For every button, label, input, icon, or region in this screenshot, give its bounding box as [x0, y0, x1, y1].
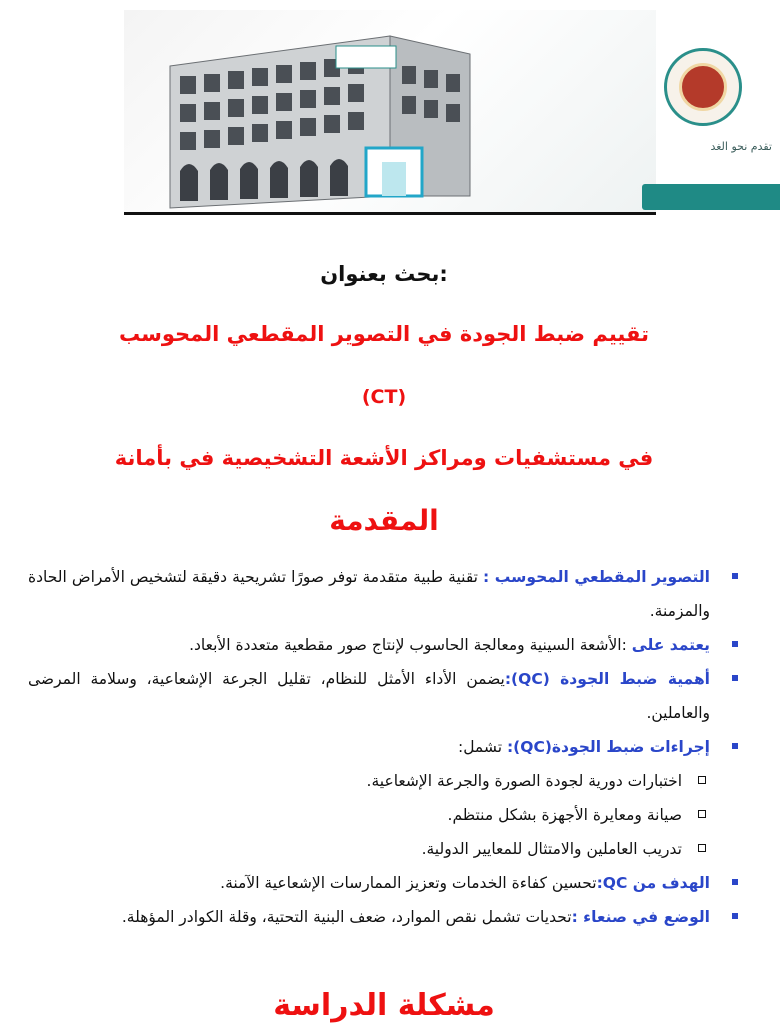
research-title-line1: تقييم ضبط الجودة في التصوير المقطعي المحوسب [118, 322, 650, 346]
list-item [28, 560, 740, 628]
university-banner [124, 10, 772, 214]
item-keyword: يعتمد على [631, 636, 710, 654]
item-keyword: الهدف من QC: [596, 874, 710, 892]
item-text: يضمن الأداء الأمثل للنظام، تقليل الجرعة الإشعاعية، وسلامة المرضى والعاملين. [28, 670, 710, 722]
intro-heading: المقدمة [329, 504, 439, 537]
list-item [28, 628, 740, 662]
item-keyword: إجراءات ضبط الجودة(QC): [506, 738, 710, 756]
item-text: :الأشعة السينية ومعالجة الحاسوب لإنتاج صور مقطعية متعددة الأبعاد. [189, 636, 632, 654]
item-keyword: أهمية ضبط الجودة (QC): [504, 670, 710, 688]
banner-accent-bar [642, 184, 780, 210]
item-keyword: التصوير المقطعي المحوسب : [483, 568, 710, 586]
item-text: تحديات تشمل نقص الموارد، ضعف البنية التحتية، وقلة الكوادر المؤهلة. [121, 908, 572, 926]
university-building-image [170, 36, 470, 208]
item-text: تحسين كفاءة الخدمات وتعزيز الممارسات الإشعاعية الآمنة. [220, 874, 597, 892]
intro-content [28, 560, 740, 958]
research-title-line2: (CT) [361, 386, 407, 408]
list-item [28, 866, 740, 900]
list-item [28, 900, 740, 934]
sub-list-item: صيانة ومعايرة الأجهزة بشكل منتظم. [28, 798, 740, 832]
list-item [28, 730, 740, 764]
banner-slogan: تقدم نحو الغد [710, 140, 772, 153]
banner-divider [124, 212, 656, 215]
item-text: تقنية طبية متقدمة توفر صورًا تشريحية دقيقة لتشخيص الأمراض الحادة والمزمنة. [28, 568, 710, 620]
research-label: بحث بعنوان: [320, 262, 448, 286]
item-keyword: الوضع في صنعاء : [571, 908, 710, 926]
university-logo [664, 48, 742, 126]
sub-list-item: تدريب العاملين والامتثال للمعايير الدولية. [28, 832, 740, 866]
problem-heading: مشكلة الدراسة [273, 988, 495, 1023]
sub-list-item: اختبارات دورية لجودة الصورة والجرعة الإشعاعية. [28, 764, 740, 798]
list-item [28, 662, 740, 730]
research-title-line3: في مستشفيات ومراكز الأشعة التشخيصية في بأمانة [114, 446, 654, 470]
item-text: تشمل: [457, 738, 507, 756]
